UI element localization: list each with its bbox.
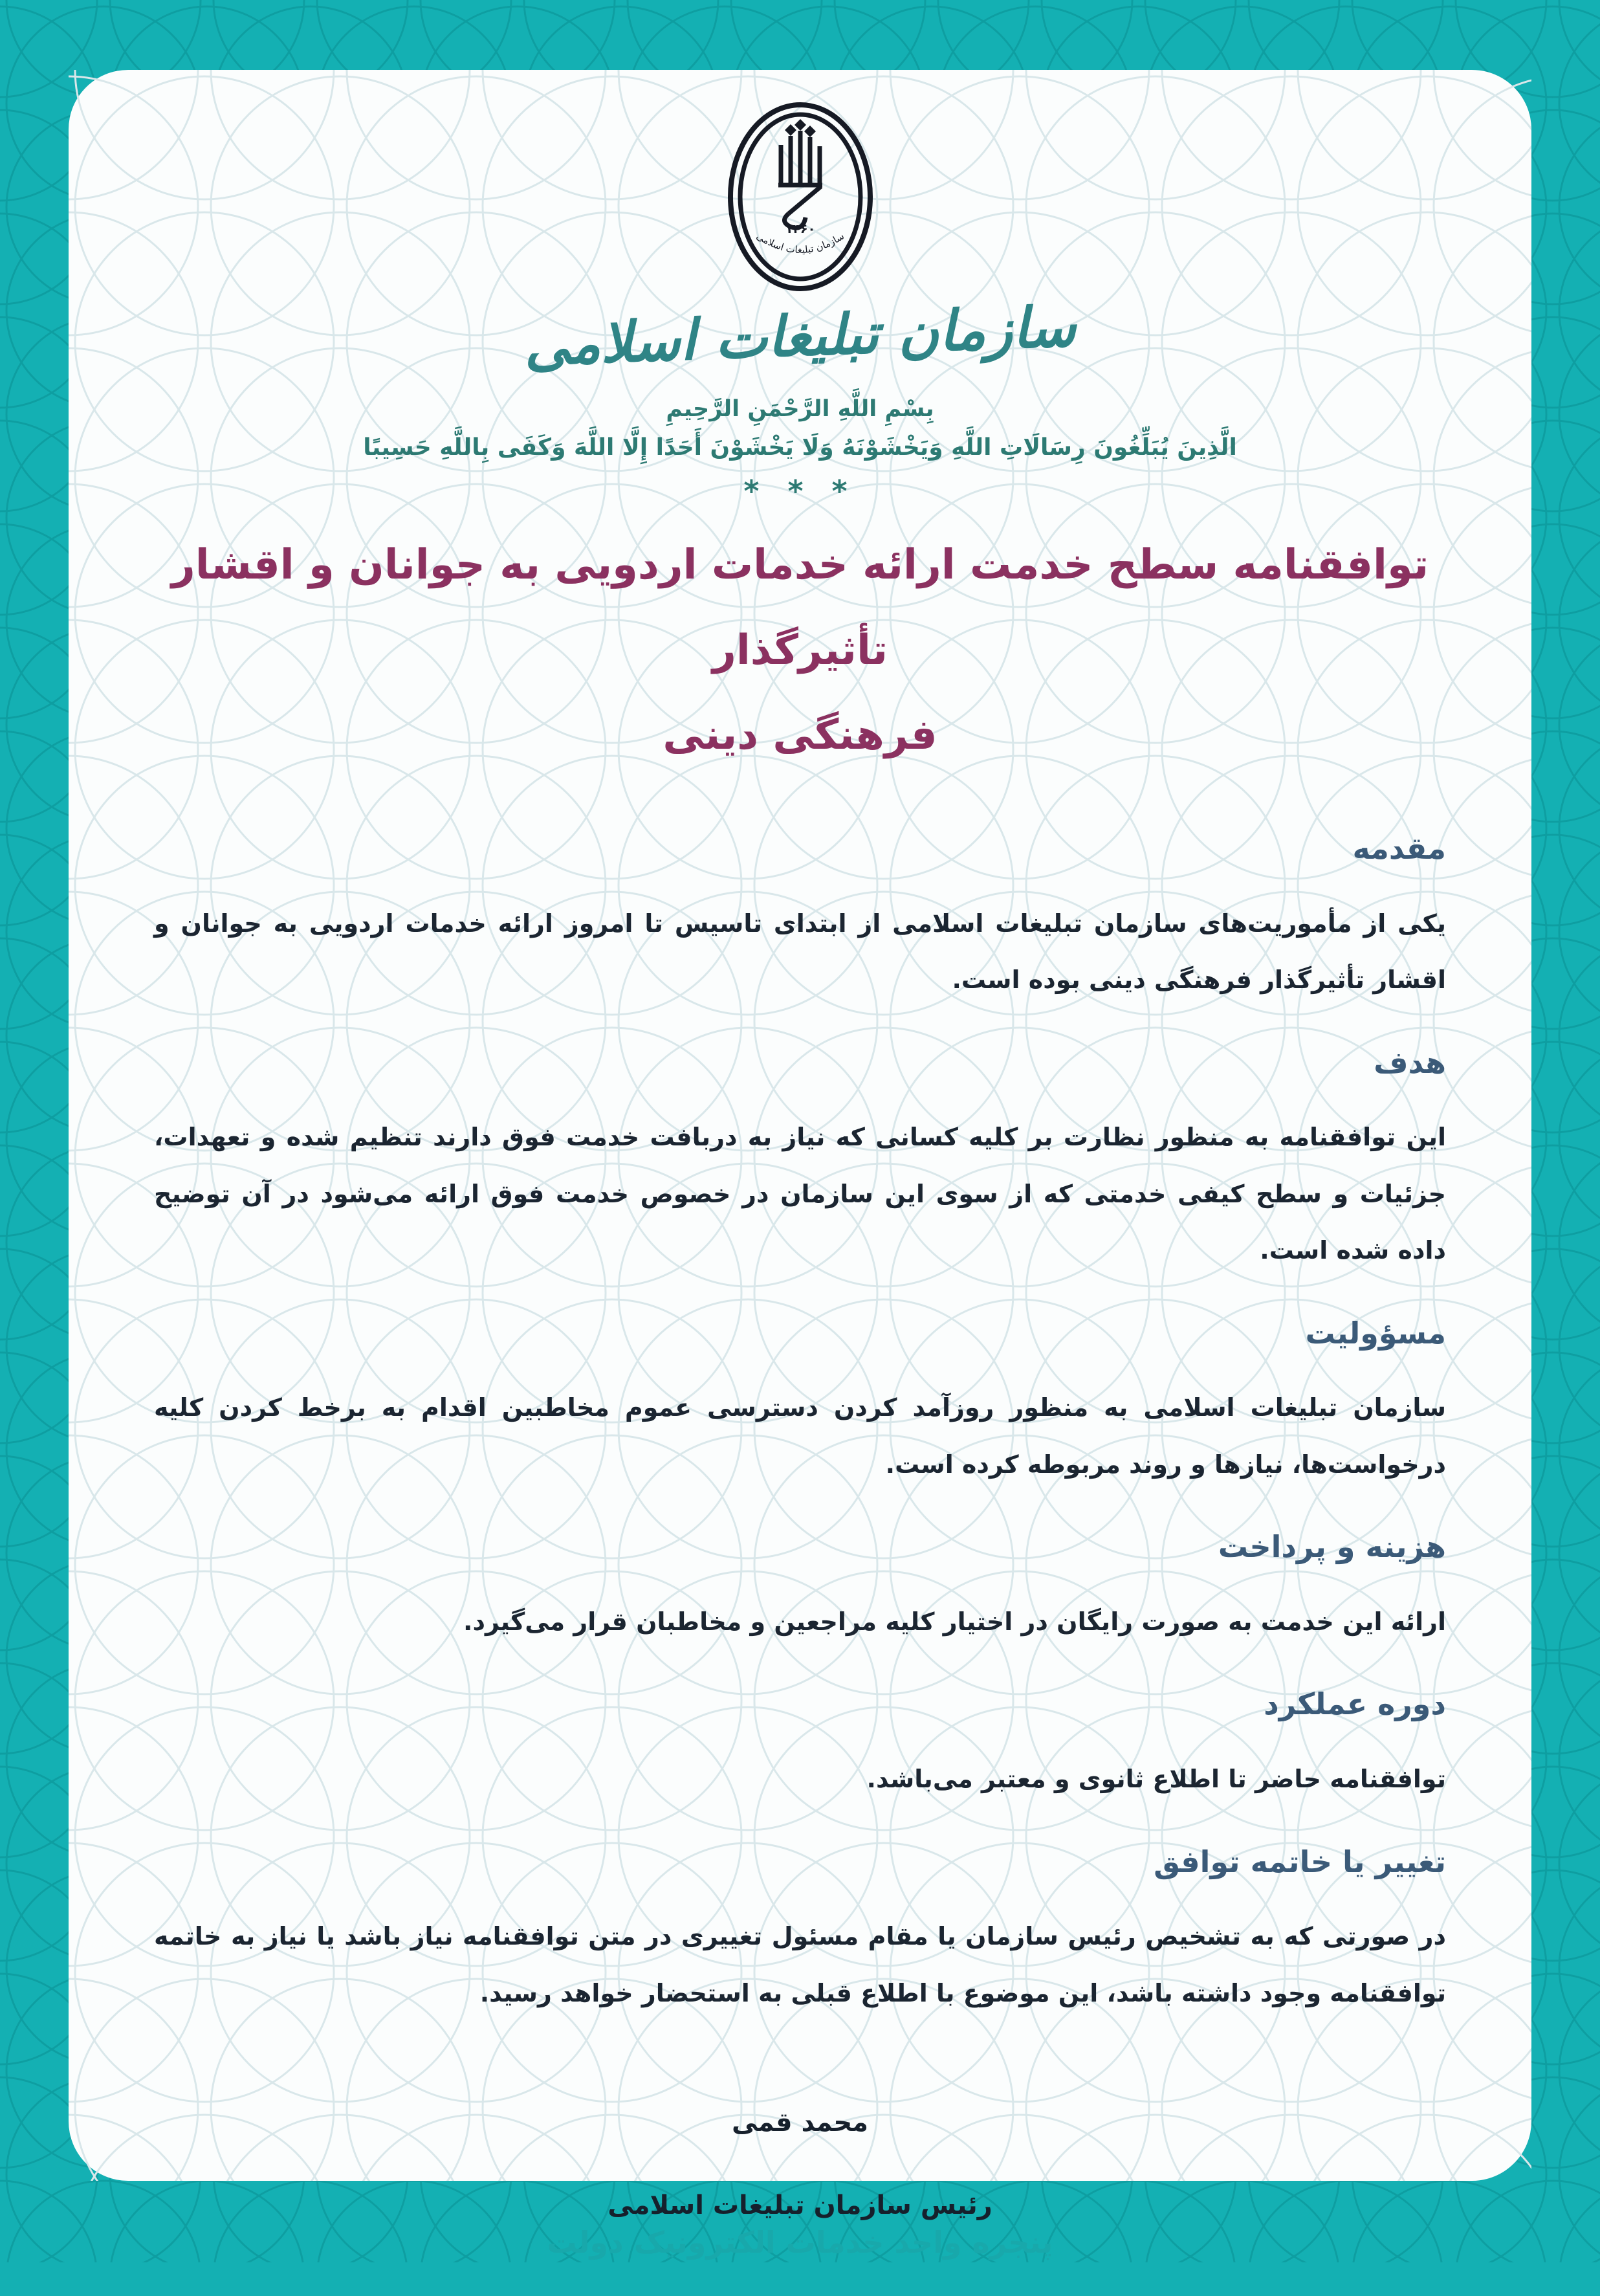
logo-year: ۱۳۶۰ [785,222,815,236]
logo-arc-text: سازمان تبلیغات اسلامی [754,230,846,256]
section-heading: دوره عملکرد [1264,1686,1446,1722]
section-goal [154,1044,1446,1279]
section-body: ارائه این خدمت به صورت رایگان در اختیار کلیه مراجعین و مخاطبان قرار می‌گیرد. [463,1607,1446,1636]
section-heading: مسؤولیت [1305,1315,1446,1351]
section-cost-payment [154,1528,1446,1650]
signatory-title: رئیس سازمان تبلیغات اسلامی [608,2191,992,2221]
section-body: این توافقنامه به منظور نظارت بر کلیه کسانی که نیاز به دربافت خدمت فوق دارند تنظیم شده و تعهدات، جزئیات و سطح کیفی خدمتی که از سوی این سازمان در خصوص خدمت فوق ارائه می‌شود در آن توضیح داده شده است. [154,1123,1446,1265]
document-content [69,70,1531,2260]
organization-logo [724,100,877,294]
document-card [69,70,1531,2260]
section-body: یکی از مأموریت‌های سازمان تبلیغات اسلامی از ابتدای تاسیس تا امروز ارائه خدمات اردویی به جوانان و اقشار تأثیرگذار فرهنگی دینی بوده است. [154,909,1446,995]
quran-verse-text: الَّذِينَ يُبَلِّغُونَ رِسَالَاتِ اللَّهِ وَيَخْشَوْنَهُ وَلَا يَخْشَوْنَ أَحَدًا إِلَّا اللَّهَ وَكَفَى بِاللَّهِ حَسِيبًا [363,434,1237,461]
document-title [146,523,1454,778]
footer-label: پنجره واحد خدمات الکترونیک دولت [547,2225,1053,2260]
sections-container [69,778,1531,2022]
document-title-line2: فرهنگی دینی [663,711,937,759]
section-body: در صورتی که به تشخیص رئیس سازمان یا مقام مسئول تغییری در متن توافقنامه نیاز باشد یا نیاز به خاتمه توافقنامه وجود داشته باشد، این موضوع با اطلاع قبلی به استحضار خواهد رسید. [154,1922,1446,2007]
header-emblem-block [523,100,1077,379]
signatory-name: محمد قمی [732,2108,868,2138]
allah-kufic-motif [778,131,822,228]
section-body: سازمان تبلیغات اسلامی به منظور روزآمد کردن دسترسی عموم مخاطبین اقدام به برخط کردن کلیه درخواست‌ها، نیازها و روند مربوطه کرده است. [154,1393,1446,1479]
section-change-termination [154,1843,1446,2022]
section-heading: تغییر یا خاتمه توافق [1154,1844,1446,1879]
bismillah-text: بِسْمِ اللَّهِ الرَّحْمَنِ الرَّحِيمِ [666,396,934,423]
section-responsibility [154,1314,1446,1494]
section-introduction [154,830,1446,1009]
separator-asterisks: * * * [743,474,857,509]
logo-calligraphy-signature: سازمان تبلیغات اسلامی [523,294,1077,379]
section-heading: مقدمه [1352,831,1446,867]
section-heading: هزینه و پرداخت [1218,1529,1446,1565]
section-heading: هدف [1374,1044,1446,1080]
signature-block [608,2104,992,2224]
section-performance-period [154,1685,1446,1807]
section-body: توافقنامه حاضر تا اطلاع ثانوی و معتبر می‌باشد. [866,1765,1446,1794]
document-title-line1: توافقنامه سطح خدمت ارائه خدمات اردویی به جوانان و اقشار تأثیرگذار [171,541,1429,674]
